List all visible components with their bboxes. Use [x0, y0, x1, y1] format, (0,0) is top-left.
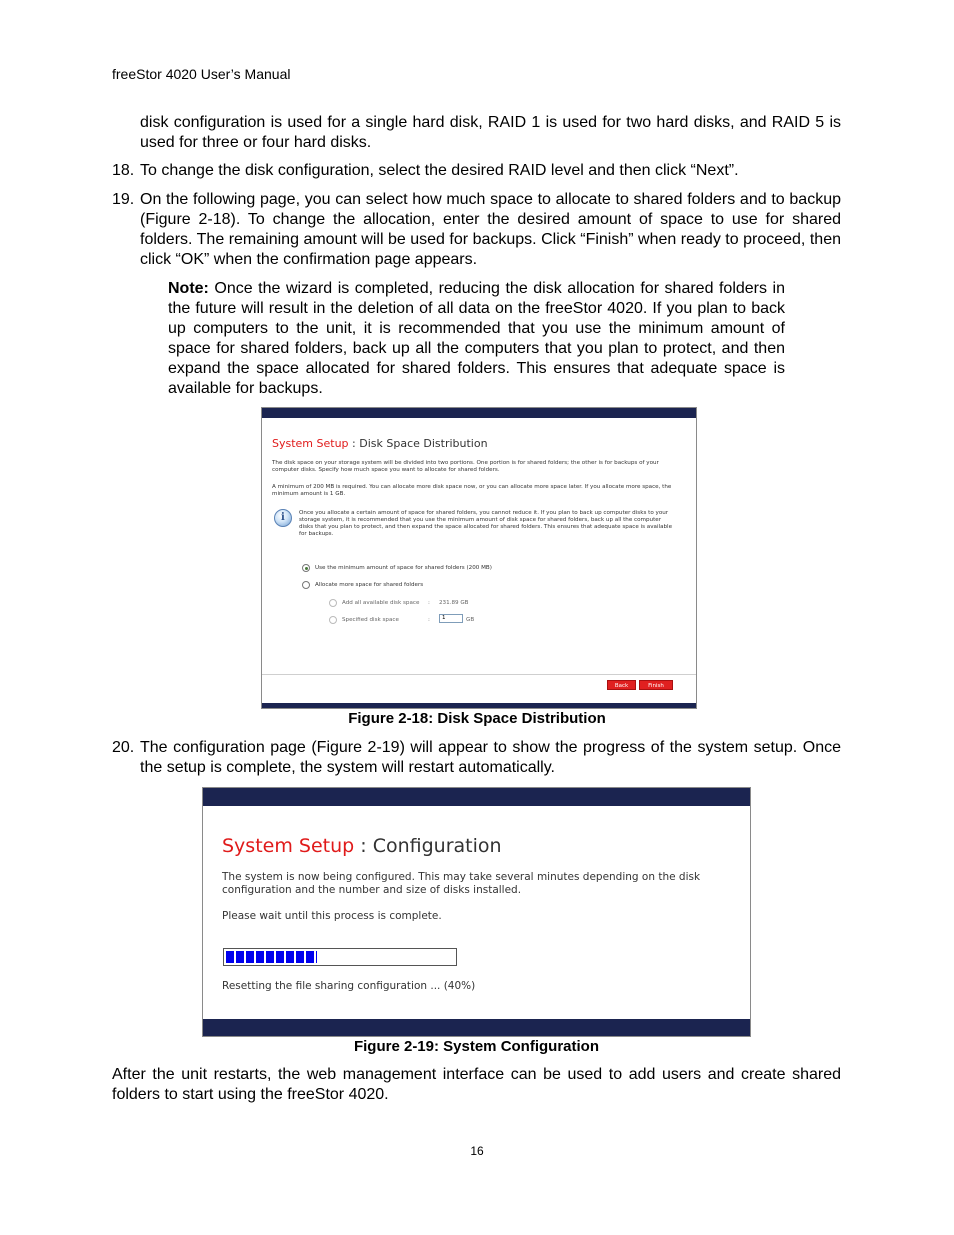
- step-text: On the following page, you can select how much space to allocate to shared folders and to backup (Figure 2-18). To change the allocation, enter the desired amount of space to use for shared folders. The remaining amount will be used for backups. Click “Finish” when ready to proceed, then click “OK” when the confirmation page appears.: [140, 191, 841, 268]
- progress-bar: [223, 948, 457, 966]
- colon: :: [428, 617, 430, 623]
- option-label: Add all available disk space: [342, 600, 420, 606]
- step-number: 19.: [112, 191, 135, 208]
- finish-button[interactable]: Finish: [639, 680, 673, 690]
- radio-allocate-more[interactable]: [302, 581, 310, 589]
- option-label: Allocate more space for shared folders: [315, 582, 424, 588]
- note-text: Once the wizard is completed, reducing the disk allocation for shared folders in the future will result in the deletion of all data on the freeStor 4020. If you plan to back up computers to the unit, it is recommended that you use the minimum amount of space for shared folders, back up all the computers that you plan to protect, and then expand the space allocated for shared folders. This ensures that adequate space is available for backups.: [168, 280, 785, 397]
- page-number: 16: [470, 1144, 484, 1158]
- description-text: The disk space on your storage system will be divided into two portions. One portion is for shared folders; the other is for backups of your computer disks. Specify how much space you want to allocate for shared folders.: [272, 460, 659, 473]
- radio-all-available[interactable]: [329, 599, 337, 607]
- closing-paragraph: After the unit restarts, the web management interface can be used to add users and create shared folders to start using the freeStor 4020.: [112, 1066, 841, 1103]
- step-number: 20.: [112, 739, 135, 756]
- colon: :: [428, 600, 430, 606]
- status-text: Resetting the file sharing configuration ... (40%): [222, 980, 476, 992]
- divider: [262, 674, 696, 675]
- footer-bar: [203, 1019, 750, 1036]
- page-title: System Setup : Configuration: [222, 835, 502, 857]
- header-bar: [262, 408, 696, 418]
- manual-header: freeStor 4020 User’s Manual: [112, 66, 291, 82]
- progress-fill: [226, 951, 317, 963]
- specified-space-input[interactable]: 1: [439, 614, 463, 623]
- figure-caption: Figure 2-19: System Configuration: [353, 1038, 600, 1055]
- radio-minimum-space[interactable]: [302, 564, 310, 572]
- option-label: Specified disk space: [342, 617, 399, 623]
- note-paragraph: [168, 279, 785, 399]
- info-icon: i: [274, 509, 292, 527]
- available-space-value: 231.89 GB: [439, 600, 469, 606]
- system-configuration-screenshot: [202, 787, 751, 1037]
- disk-space-distribution-screenshot: [261, 407, 697, 709]
- step-text: The configuration page (Figure 2-19) will appear to show the progress of the system setup. Once the setup is complete, the system will restart automatically.: [140, 739, 841, 776]
- intro-paragraph: disk configuration is used for a single hard disk, RAID 1 is used for two hard disks, and RAID 5 is used for three or four hard disks.: [140, 114, 841, 151]
- description-text: The system is now being configured. This may take several minutes depending on the disk configuration and the number and size of disks installed.: [222, 871, 701, 896]
- description-text: A minimum of 200 MB is required. You can allocate more disk space now, or you can allocate more space later. If you allocate more space, the minimum amount is 1 GB.: [272, 484, 672, 497]
- step-number: 18.: [112, 162, 135, 179]
- back-button[interactable]: Back: [607, 680, 636, 690]
- step-text: To change the disk configuration, select the desired RAID level and then click “Next”.: [140, 162, 739, 179]
- footer-bar: [262, 703, 696, 708]
- header-bar: [203, 788, 750, 806]
- radio-specified-space[interactable]: [329, 616, 337, 624]
- page-title: System Setup : Disk Space Distribution: [272, 437, 488, 450]
- note-label: Note:: [168, 280, 209, 297]
- option-label: Use the minimum amount of space for shared folders (200 MB): [315, 565, 492, 571]
- unit-label: GB: [466, 617, 475, 623]
- wait-message: Please wait until this process is complete.: [222, 910, 442, 922]
- figure-caption: Figure 2-18: Disk Space Distribution: [348, 710, 606, 727]
- info-text: Once you allocate a certain amount of space for shared folders, you cannot reduce it. If you plan to back up computer disks to your storage system, it is recommended that you use the minimum amount of disk space for shared folders, back up all the computer disks that you plan to protect, and then expand the space allocated for shared folders. This ensures that adequate space is available for backups.: [299, 510, 673, 537]
